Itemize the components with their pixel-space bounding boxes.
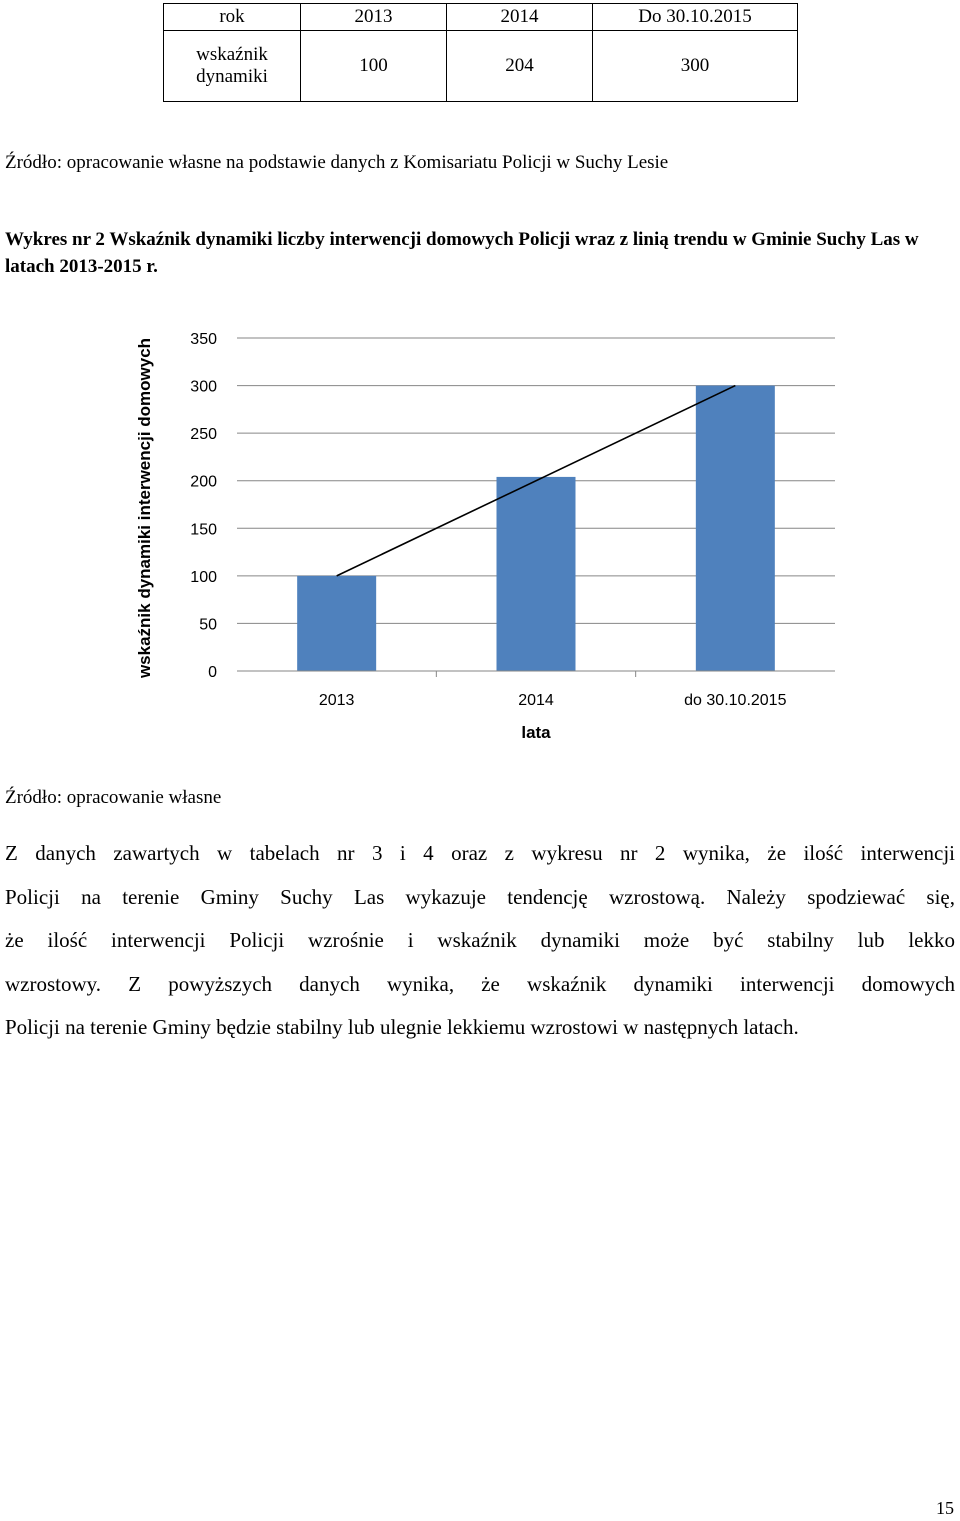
table-cell: 300 <box>593 31 798 102</box>
x-tick-label: 2014 <box>518 692 554 709</box>
bar <box>696 386 775 671</box>
table-row <box>164 31 798 102</box>
y-tick-label: 250 <box>190 426 217 444</box>
table-cell: Do 30.10.2015 <box>593 4 798 31</box>
table-source-note: Źródło: opracowanie własne na podstawie danych z Komisariatu Policji w Suchy Lesie <box>5 152 669 173</box>
bar-chart <box>0 318 960 758</box>
chart-source-note: Źródło: opracowanie własne <box>5 787 222 808</box>
y-tick-label: 50 <box>199 616 217 634</box>
paragraph-line: Policji na terenie Gminy Suchy Las wykazuje tendencję wzrostową. Należy spodziewać się, <box>5 884 955 909</box>
x-axis-ticks <box>319 671 787 709</box>
table-cell: 2014 <box>447 4 593 31</box>
table-header-row <box>164 4 798 31</box>
y-tick-label: 0 <box>208 664 217 681</box>
y-tick-label: 100 <box>190 568 217 586</box>
y-axis-title: wskaźnik dynamiki interwencji domowych <box>135 337 154 679</box>
paragraph-line: że ilość interwencji Policji wzrośnie i wskaźnik dynamiki może być stabilny lub lekko <box>5 928 955 953</box>
y-tick-label: 300 <box>190 378 217 396</box>
table-cell: rok <box>164 4 301 31</box>
body-paragraph <box>5 832 955 1050</box>
paragraph-line: Policji na terenie Gminy będzie stabilny lub ulegnie lekkiemu wzrostowi w następnych latach. <box>5 1015 799 1040</box>
figure-caption: Wykres nr 2 Wskaźnik dynamiki liczby interwencji domowych Policji wraz z linią trendu w Gminie Suchy Las w latach 2013-2015 r. <box>5 229 919 277</box>
y-tick-label: 150 <box>190 521 217 539</box>
x-tick-label: do 30.10.2015 <box>684 692 787 709</box>
page-number: 15 <box>936 1498 954 1518</box>
y-axis-ticks <box>190 331 217 681</box>
y-tick-label: 350 <box>190 331 217 348</box>
paragraph-line: Z danych zawartych w tabelach nr 3 i 4 oraz z wykresu nr 2 wynika, że ilość interwencji <box>5 841 955 865</box>
table-cell: 100 <box>301 31 447 102</box>
y-tick-label: 200 <box>190 473 217 491</box>
bar <box>497 477 576 671</box>
x-axis-title: lata <box>521 723 551 742</box>
table-cell: wskaźnik dynamiki <box>164 31 301 102</box>
bar <box>297 576 376 671</box>
data-table <box>163 3 798 102</box>
table-cell: 204 <box>447 31 593 102</box>
x-tick-label: 2013 <box>318 692 355 709</box>
paragraph-line: wzrostowy. Z powyższych danych wynika, że wskaźnik dynamiki interwencji domowych <box>5 971 955 996</box>
table-cell: 2013 <box>301 4 447 31</box>
